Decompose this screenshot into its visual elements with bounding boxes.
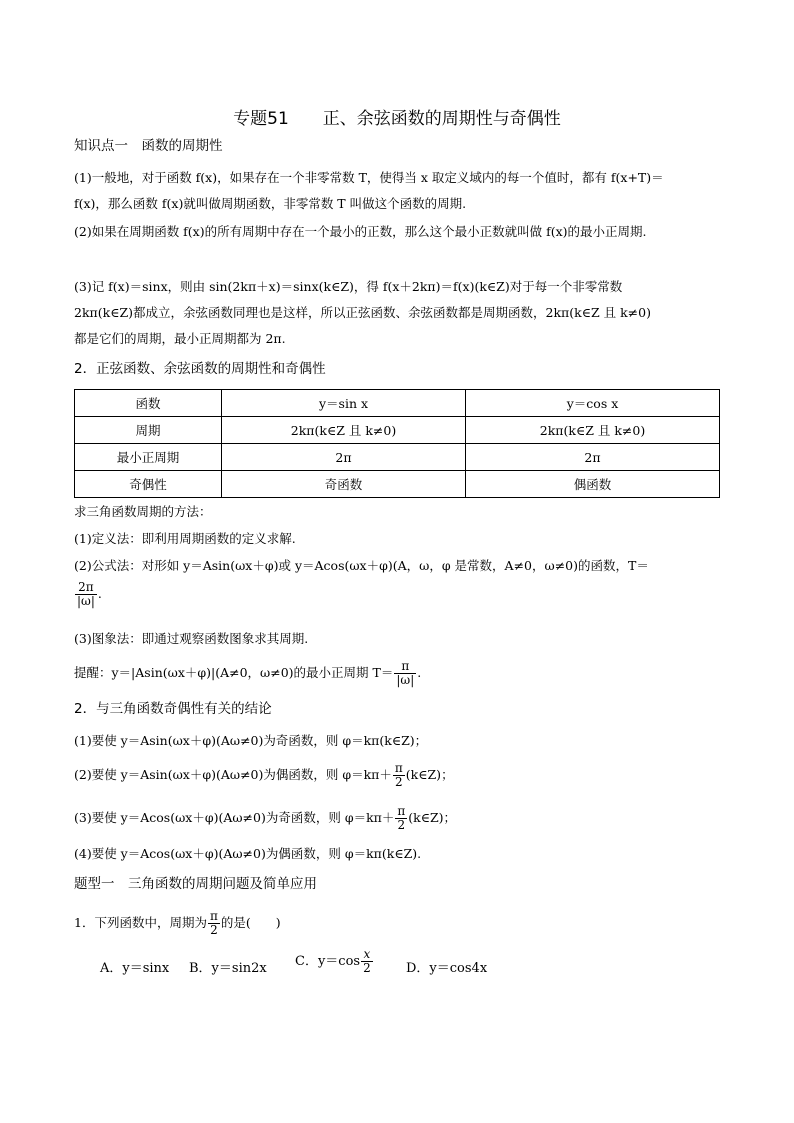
table-row [75,390,720,417]
table-cell: y＝sin x [222,390,466,417]
table-row [75,471,720,498]
option-c: C．y＝cos $\frac{x}{2}$ [295,947,371,975]
table-cell: 函数 [75,390,222,417]
section-heading-3: 2．与三角函数奇偶性有关的结论 [74,701,272,717]
x-over-2-fraction: $\frac{x}{2}$ [363,947,371,975]
table-row [75,417,720,444]
table-cell: 奇偶性 [75,471,222,498]
table-cell: 最小正周期 [75,444,222,471]
paragraph-3-line-3: 都是它们的周期，最小正周期都为 2π. [74,331,286,346]
table-cell: 2kπ(k∈Z 且 k≠0) [222,417,466,444]
method-3: (3)图象法：即通过观察函数图象求其周期. [74,631,309,646]
paragraph-3-line-2: 2kπ(k∈Z)都成立，余弦函数同理也是这样，所以正弦函数、余弦函数都是周期函数，2kπ(k∈Z 且 k≠0) [74,305,651,320]
reminder: 提醒：y＝|Asin(ωx＋φ)|(A≠0，ω≠0)的最小正周期 T＝ $\frac{\pi}{|\omega|}$ . [74,659,422,687]
period-fraction: $\frac{2\pi}{|\omega|}$ [77,580,95,608]
table-cell: 奇函数 [222,471,466,498]
option-a: A．y＝sinx [100,961,170,976]
paragraph-1-line-1: (1)一般地，对于函数 f(x)，如果存在一个非零常数 T，使得当 x 取定义域内的每一个值时，都有 f(x+T)＝ [74,170,664,185]
option-d: D．y＝cos4x [406,961,488,976]
pi-over-2-fraction: $\frac{\pi}{2}$ [394,761,403,789]
table-cell: 2π [222,444,466,471]
table-row [75,444,720,471]
methods-heading: 求三角函数周期的方法： [74,504,212,519]
table-cell: 2π [466,444,720,471]
table-cell: 偶函数 [466,471,720,498]
table-cell: y＝cos x [466,390,720,417]
paragraph-2: (2)如果在周期函数 f(x)的所有周期中存在一个最小的正数，那么这个最小正数就叫做 f(x)的最小正周期. [74,224,647,239]
question-type-heading: 题型一 三角函数的周期问题及简单应用 [74,876,317,892]
page-title: 专题51 正、余弦函数的周期性与奇偶性 [233,109,561,129]
knowledge-point-heading: 知识点一 函数的周期性 [74,138,223,154]
conclusion-3: (3)要使 y＝Acos(ωx＋φ)(Aω≠0)为奇函数，则 φ＝kπ＋ $\frac{\pi}{2}$ (k∈Z)； [74,804,457,832]
paragraph-3-line-1: (3)记 f(x)＝sinx，则由 sin(2kπ＋x)＝sinx(k∈Z)，得 f(x＋2kπ)＝f(x)(k∈Z)对于每一个非零常数 [74,279,623,294]
conclusion-2: (2)要使 y＝Asin(ωx＋φ)(Aω≠0)为偶函数，则 φ＝kπ＋ $\frac{\pi}{2}$ (k∈Z)； [74,761,454,789]
method-2-line-1: (2)公式法：对形如 y＝Asin(ωx＋φ)或 y＝Acos(ωx＋φ)(A，ω，φ 是常数，A≠0，ω≠0)的函数，T＝ [74,558,649,573]
method-1: (1)定义法：即利用周期函数的定义求解. [74,531,296,546]
pi-over-2-fraction: $\frac{\pi}{2}$ [397,804,406,832]
option-b: B．y＝sin2x [189,961,267,976]
trig-properties-table [74,389,720,498]
pi-over-2-fraction: $\frac{\pi}{2}$ [209,909,218,937]
table-cell: 2kπ(k∈Z 且 k≠0) [466,417,720,444]
table-cell: 周期 [75,417,222,444]
method-2-formula: $\frac{2\pi}{|\omega|}$ . [77,580,102,608]
conclusion-1: (1)要使 y＝Asin(ωx＋φ)(Aω≠0)为奇函数，则 φ＝kπ(k∈Z)； [74,733,428,748]
conclusion-4: (4)要使 y＝Acos(ωx＋φ)(Aω≠0)为偶函数，则 φ＝kπ(k∈Z). [74,846,422,861]
reminder-fraction: $\frac{\pi}{|\omega|}$ [396,659,415,687]
section-heading-2: 2．正弦函数、余弦函数的周期性和奇偶性 [74,361,326,377]
question-1-stem: 1．下列函数中，周期为 $\frac{\pi}{2}$ 的是( ) [74,909,281,937]
paragraph-1-line-2: f(x)，那么函数 f(x)就叫做周期函数，非零常数 T 叫做这个函数的周期. [74,196,467,211]
